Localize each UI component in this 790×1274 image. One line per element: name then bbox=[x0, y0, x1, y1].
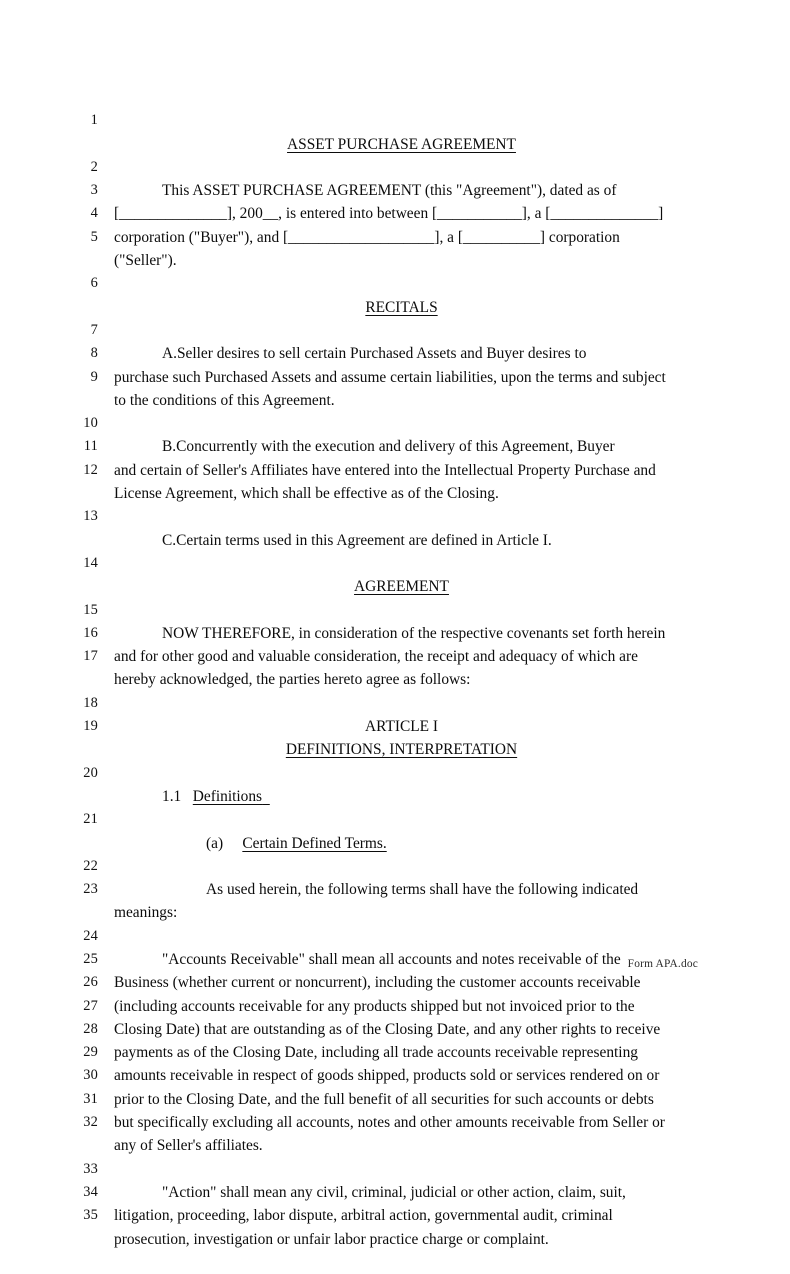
line-number: 26 bbox=[83, 974, 98, 991]
line-number: 12 bbox=[83, 461, 98, 478]
paragraph-spacer bbox=[0, 272, 790, 295]
document-line bbox=[0, 249, 790, 316]
line-number: 30 bbox=[83, 1067, 98, 1084]
document-line bbox=[0, 738, 790, 805]
accounts-receivable-line-4: Closing Date) that are outstanding as of the Closing Date, and any other rights to receive bbox=[114, 1020, 661, 1038]
line-number: 22 bbox=[83, 857, 98, 874]
section-number: 1.1 bbox=[162, 787, 182, 805]
recitals-heading-text: RECITALS bbox=[365, 298, 438, 316]
line-number: 34 bbox=[83, 1183, 98, 1200]
line-number: 23 bbox=[83, 881, 98, 898]
line-number: 31 bbox=[83, 1090, 98, 1107]
line-number: 19 bbox=[83, 718, 98, 735]
accounts-receivable-line-7: prior to the Closing Date, and the full benefit of all securities for such accounts or debts bbox=[114, 1090, 654, 1108]
accounts-receivable-line-6: amounts receivable in respect of goods shipped, products sold or services rendered on or bbox=[114, 1067, 660, 1085]
line-number: 2 bbox=[90, 158, 98, 175]
accounts-receivable-line-3: (including accounts receivable for any products shipped but not invoiced prior to the bbox=[114, 997, 635, 1015]
action-line-3: prosecution, investigation or unfair labor practice charge or complaint. bbox=[114, 1230, 549, 1248]
as-used-text-1: As used herein, the following terms shall have the following indicated bbox=[206, 881, 639, 899]
line-number: 28 bbox=[83, 1020, 98, 1037]
line-number: 13 bbox=[83, 508, 98, 525]
as-used-line-2: meanings: bbox=[114, 904, 178, 922]
top-margin-spacer bbox=[0, 0, 790, 86]
paragraph-spacer bbox=[0, 808, 790, 831]
line-number: 3 bbox=[90, 182, 98, 199]
as-used-line-1 bbox=[114, 878, 689, 901]
line-number: 6 bbox=[90, 275, 98, 292]
recital-b-line-3: License Agreement, which shall be effective as of the Closing. bbox=[114, 485, 499, 503]
recital-a-text-1: A.Seller desires to sell certain Purchased Assets and Buyer desires to bbox=[162, 345, 587, 363]
line-number: 9 bbox=[90, 368, 98, 385]
paragraph-spacer bbox=[0, 552, 790, 575]
document-line bbox=[0, 86, 790, 153]
line-number: 21 bbox=[83, 811, 98, 828]
line-number: 17 bbox=[83, 648, 98, 665]
document-line bbox=[0, 785, 790, 852]
page-title-text: ASSET PURCHASE AGREEMENT bbox=[287, 135, 516, 153]
line-number: 10 bbox=[83, 415, 98, 432]
now-therefore-line-2: and for other good and valuable consideration, the receipt and adequacy of which are bbox=[114, 648, 638, 666]
preamble-line-2: [______________], 200__, is entered into between [___________], a [______________] bbox=[114, 205, 664, 223]
line-number: 15 bbox=[83, 601, 98, 618]
preamble-line-4: ("Seller"). bbox=[114, 252, 177, 270]
action-line-2: litigation, proceeding, labor dispute, arbitral action, governmental audit, criminal bbox=[114, 1207, 613, 1225]
line-number: 18 bbox=[83, 694, 98, 711]
now-therefore-text-1: NOW THEREFORE, in consideration of the respective covenants set forth herein bbox=[162, 624, 666, 642]
agreement-heading-text: AGREEMENT bbox=[354, 578, 449, 596]
line-number: 7 bbox=[90, 321, 98, 338]
line-number: 16 bbox=[83, 624, 98, 641]
line-number: 33 bbox=[83, 1160, 98, 1177]
paragraph-spacer bbox=[0, 109, 790, 132]
document-line bbox=[0, 529, 790, 596]
recital-a-line-3: to the conditions of this Agreement. bbox=[114, 391, 335, 409]
document-line bbox=[0, 482, 790, 549]
article-number-heading: ARTICLE I bbox=[364, 718, 439, 736]
subsection-title: Certain Defined Terms. bbox=[242, 834, 387, 852]
now-therefore-line-3: hereby acknowledged, the parties hereto agree as follows: bbox=[114, 671, 471, 689]
subsection-marker: (a) bbox=[206, 834, 224, 852]
recital-b-text-1: B.Concurrently with the execution and delivery of this Agreement, Buyer bbox=[162, 438, 615, 456]
action-text-1: "Action" shall mean any civil, criminal, judicial or other action, claim, suit, bbox=[162, 1183, 626, 1201]
paragraph-spacer bbox=[0, 762, 790, 785]
document-footer: Form APA.doc bbox=[627, 958, 698, 970]
accounts-receivable-text-1: "Accounts Receivable" shall mean all accounts and notes receivable of the bbox=[162, 950, 621, 968]
line-number: 11 bbox=[83, 438, 98, 455]
recital-b-line-2: and certain of Seller's Affiliates have entered into the Intellectual Property Purchase and bbox=[114, 461, 656, 479]
line-number: 4 bbox=[90, 205, 98, 222]
document-line bbox=[0, 296, 790, 363]
recital-c-text-1: C.Certain terms used in this Agreement are defined in Article I. bbox=[162, 531, 552, 549]
line-number: 32 bbox=[83, 1114, 98, 1131]
line-number: 8 bbox=[90, 345, 98, 362]
line-number: 24 bbox=[83, 927, 98, 944]
accounts-receivable-line-9: any of Seller's affiliates. bbox=[114, 1137, 263, 1155]
line-number: 14 bbox=[83, 554, 98, 571]
line-number: 1 bbox=[90, 112, 98, 129]
line-number: 25 bbox=[83, 950, 98, 967]
section-title: Definitions bbox=[192, 787, 263, 805]
line-number: 27 bbox=[83, 997, 98, 1014]
accounts-receivable-line-2: Business (whether current or noncurrent), including the customer accounts receivable bbox=[114, 974, 641, 992]
accounts-receivable-line-8: but specifically excluding all accounts, notes and other amounts receivable from Seller or bbox=[114, 1114, 665, 1132]
line-number: 29 bbox=[83, 1044, 98, 1061]
article-name-heading-text: DEFINITIONS, INTERPRETATION bbox=[285, 741, 518, 759]
preamble-text-1: This ASSET PURCHASE AGREEMENT (this "Agreement"), dated as of bbox=[162, 182, 617, 200]
paragraph-spacer bbox=[0, 505, 790, 528]
line-number: 5 bbox=[90, 228, 98, 245]
line-number: 35 bbox=[83, 1207, 98, 1224]
document-line bbox=[0, 133, 790, 200]
recital-a-line-2: purchase such Purchased Assets and assume certain liabilities, upon the terms and subject bbox=[114, 368, 666, 386]
line-number: 20 bbox=[83, 764, 98, 781]
accounts-receivable-line-5: payments as of the Closing Date, including all trade accounts receivable representing bbox=[114, 1044, 638, 1062]
preamble-line-3: corporation ("Buyer"), and [___________________], a [__________] corporation bbox=[114, 228, 620, 246]
